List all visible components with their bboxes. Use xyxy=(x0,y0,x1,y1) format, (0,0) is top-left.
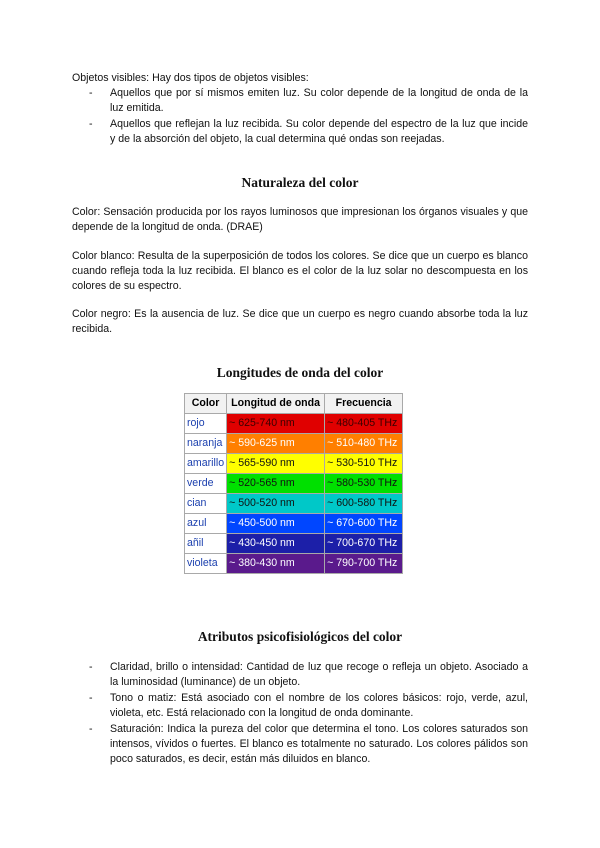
table-row xyxy=(185,474,403,494)
dash-bullet: - xyxy=(89,87,93,99)
paragraph-color-blanco: Color blanco: Resulta de la superposición de todos los colores. Se dice que un cuerpo es blanco cuando refleja toda la luz recibida. El blanco es el color de la luz solar no descompuesta en los colores de su espectro. xyxy=(72,250,528,292)
dash-bullet: - xyxy=(89,118,93,130)
wavelength-table xyxy=(184,393,403,574)
wavelength-cell: ~ 430-450 nm xyxy=(227,534,325,554)
color-name-cell: rojo xyxy=(185,414,227,434)
section-title-longitudes: Longitudes de onda del color xyxy=(216,365,384,380)
dash-bullet: - xyxy=(89,723,93,735)
table-header-row xyxy=(185,394,403,414)
table-row xyxy=(185,534,403,554)
header-frecuencia: Frecuencia xyxy=(325,394,403,414)
wavelength-cell: ~ 500-520 nm xyxy=(227,494,325,514)
color-name-cell: azul xyxy=(185,514,227,534)
frequency-cell: ~ 480-405 THz xyxy=(325,414,403,434)
table-row xyxy=(185,494,403,514)
list-item: - Aquellos que reflejan la luz recibida. Su color depende del espectro de la luz que incide y de la absorción del objeto, la cual determina qué ondas son reejadas. xyxy=(89,118,528,145)
frequency-cell: ~ 510-480 THz xyxy=(325,434,403,454)
table-row xyxy=(185,434,403,454)
section-title-atributos: Atributos psicofisiológicos del color xyxy=(197,629,403,644)
list-item: - Saturación: Indica la pureza del color que determina el tono. Los colores saturados son intensos, vívidos o fuertes. El blanco es totalmente no saturado. Los colores pálidos son poco saturados, es decir, están más diluidos en blanco. xyxy=(89,723,528,765)
table-body xyxy=(185,414,403,574)
wavelength-cell: ~ 450-500 nm xyxy=(227,514,325,534)
wavelength-cell: ~ 590-625 nm xyxy=(227,434,325,454)
paragraph-color: Color: Sensación producida por los rayos luminosos que impresionan los órganos visuales y que depende de la longitud de onda. (DRAE) xyxy=(72,206,528,233)
frequency-cell: ~ 700-670 THz xyxy=(325,534,403,554)
table-row xyxy=(185,514,403,534)
header-color: Color xyxy=(185,394,227,414)
intro-list xyxy=(72,86,528,148)
attributes-list xyxy=(72,660,528,768)
frequency-cell: ~ 790-700 THz xyxy=(325,554,403,574)
color-name-cell: verde xyxy=(185,474,227,494)
wavelength-cell: ~ 380-430 nm xyxy=(227,554,325,574)
color-name-cell: violeta xyxy=(185,554,227,574)
color-name-cell: amarillo xyxy=(185,454,227,474)
list-item: - Claridad, brillo o intensidad: Cantidad de luz que recoge o refleja un objeto. Asociado a la luminosidad (luminance) de un objeto. xyxy=(89,661,528,688)
paragraph-color-negro: Color negro: Es la ausencia de luz. Se dice que un cuerpo es negro cuando absorbe toda la luz recibida. xyxy=(72,308,528,335)
wavelength-cell: ~ 565-590 nm xyxy=(227,454,325,474)
frequency-cell: ~ 600-580 THz xyxy=(325,494,403,514)
table-row xyxy=(185,554,403,574)
frequency-cell: ~ 530-510 THz xyxy=(325,454,403,474)
color-name-cell: naranja xyxy=(185,434,227,454)
intro-text: Objetos visibles: Hay dos tipos de objetos visibles: xyxy=(72,72,309,84)
frequency-cell: ~ 670-600 THz xyxy=(325,514,403,534)
color-name-cell: cian xyxy=(185,494,227,514)
table-row xyxy=(185,454,403,474)
frequency-cell: ~ 580-530 THz xyxy=(325,474,403,494)
dash-bullet: - xyxy=(89,661,93,673)
color-name-cell: añil xyxy=(185,534,227,554)
table-row xyxy=(185,414,403,434)
header-longitud: Longitud de onda xyxy=(227,394,325,414)
list-item: - Tono o matiz: Está asociado con el nombre de los colores básicos: rojo, verde, azul, violeta, etc. Está relacionado con la longitud de onda dominante. xyxy=(89,692,528,719)
dash-bullet: - xyxy=(89,692,93,704)
section-title-naturaleza: Naturaleza del color xyxy=(241,175,359,190)
list-item: - Aquellos que por sí mismos emiten luz. Su color depende de la longitud de onda de la luz emitida. xyxy=(89,87,528,114)
wavelength-cell: ~ 625-740 nm xyxy=(227,414,325,434)
wavelength-cell: ~ 520-565 nm xyxy=(227,474,325,494)
